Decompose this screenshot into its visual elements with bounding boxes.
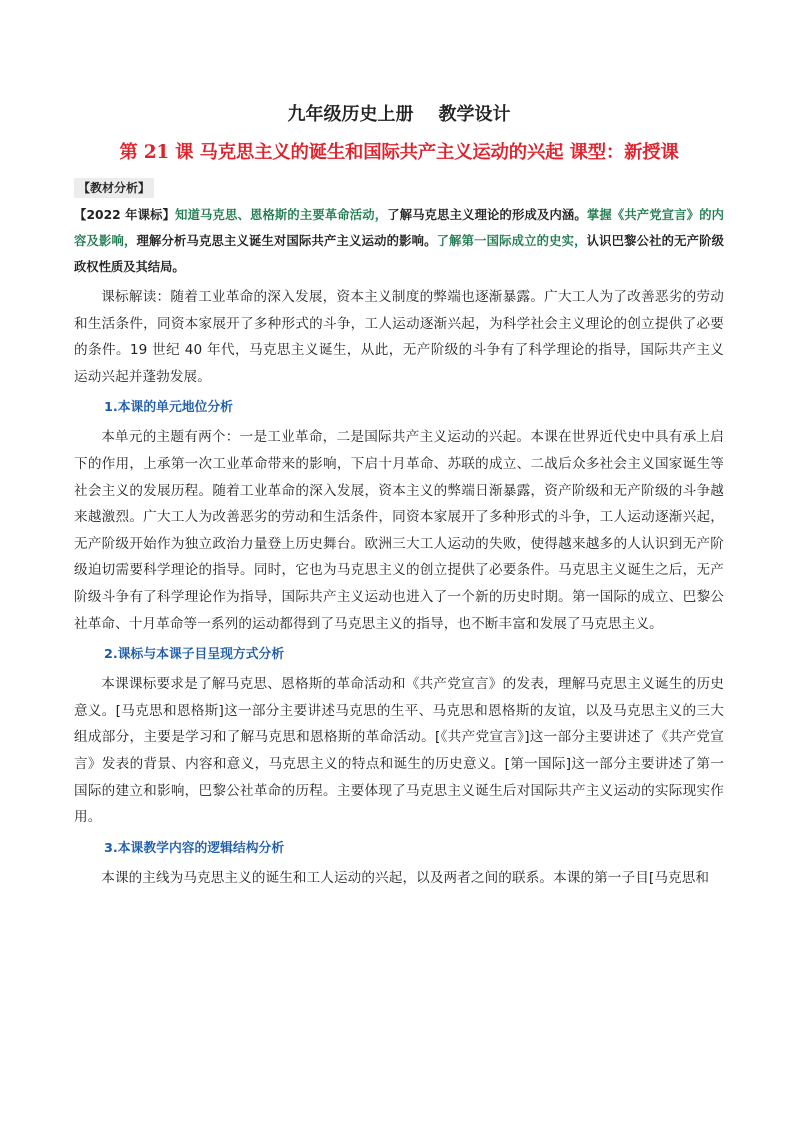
lesson-title: 第 21 课 马克思主义的诞生和国际共产主义运动的兴起 课型：新授课: [119, 142, 679, 163]
doc-title: 九年级历史上册 教学设计: [287, 104, 511, 125]
standard-label: 【2022 年课标】: [74, 208, 176, 222]
paragraph-subitems: 本课课标要求是了解马克思、恩格斯的革命活动和《共产党宣言》的发表，理解马克思主义诞生的历史意义。[马克思和恩格斯]这一部分主要讲述马克思的生平、马克思和恩格斯的友谊，以及马克思主义的三大组成部分，主要是学习和了解马克思和恩格斯的革命活动。[《共产党宣言》]这一部分主要讲述了《共产党宣言》发表的背景、内容和意义，马克思主义的特点和诞生的历史意义。[第一国际]这一部分主要讲述了第一国际的建立和影响，巴黎公社革命的历程。主要体现了马克思主义诞生后对国际共产主义运动的实际现实作用。: [74, 676, 724, 826]
standard-interpretation: 课标解读：随着工业革命的深入发展，资本主义制度的弊端也逐渐暴露。广大工人为了改善恶劣的劳动和生活条件，同资本家展开了多种形式的斗争，工人运动逐渐兴起，为科学社会主义理论的创立提供了必要的条件。19 世纪 40 年代，马克思主义诞生，从此，无产阶级的斗争有了科学理论的指导，国际共产主义运动兴起并蓬勃发展。: [74, 289, 724, 385]
standard-text-2: 了解马克思主义理论的形成及内涵。: [387, 208, 587, 222]
standard-text-4: 理解分析马克思主义诞生对国际共产主义运动的影响。: [136, 234, 437, 248]
section-tag: 【教材分析】: [74, 178, 154, 198]
paragraph-logic-structure: 本课的主线为马克思主义的诞生和工人运动的兴起，以及两者之间的联系。本课的第一子目[马克思和: [101, 869, 710, 886]
section-heading-1: 1.本课的单元地位分析: [104, 400, 233, 416]
curriculum-standard: [74, 202, 724, 280]
standard-text-3: 掌握《共产党宣言》的内容及影响，: [74, 208, 724, 248]
standard-text-6: 认识巴黎公社的无产阶级政权性质及其结局。: [74, 234, 724, 274]
section-heading-2: 2.课标与本课子目呈现方式分析: [104, 647, 285, 663]
standard-text-5: 了解第一国际成立的史实，: [436, 234, 587, 248]
paragraph-unit-position: 本单元的主题有两个：一是工业革命，二是国际共产主义运动的兴起。本课在世界近代史中具有承上启下的作用，上承第一次工业革命带来的影响，下启十月革命、苏联的成立、二战后众多社会主义国家诞生等社会主义的发展历程。随着工业革命的深入发展，资本主义的弊端日渐暴露，资产阶级和无产阶级的斗争越来越激烈。广大工人为改善恶劣的劳动和生活条件，同资本家展开了多种形式的斗争，工人运动逐渐兴起，无产阶级开始作为独立政治力量登上历史舞台。欧洲三大工人运动的失败，使得越来越多的人认识到无产阶级迫切需要科学理论的指导。同时，它也为马克思主义的创立提供了必要条件。马克思主义诞生之后，无产阶级斗争有了科学理论作为指导，国际共产主义运动也进入了一个新的历史时期。第一国际的成立、巴黎公社革命、十月革命等一系列的运动都得到了马克思主义的指导，也不断丰富和发展了马克思主义。: [74, 429, 724, 632]
section-heading-3: 3.本课教学内容的逻辑结构分析: [104, 840, 285, 856]
standard-text-1: 知道马克思、恩格斯的主要革命活动，: [175, 208, 388, 222]
